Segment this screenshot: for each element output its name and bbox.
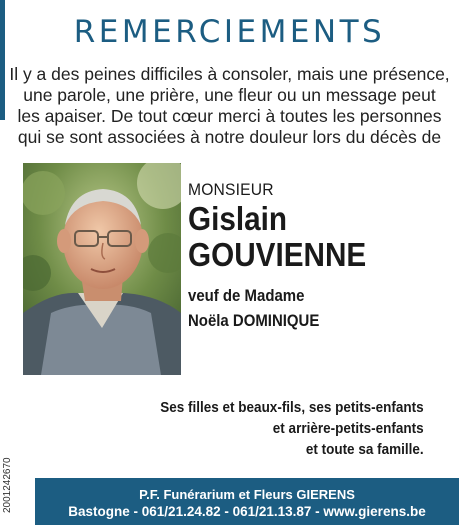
last-name: GOUVIENNE — [188, 236, 367, 273]
intro-text — [8, 64, 451, 148]
widow-line: veuf de Madame — [188, 286, 305, 305]
funeral-home-contact: Bastogne - 061/21.24.82 - 061/21.13.87 - www.gierens.be — [68, 504, 426, 519]
widow-line: Noëla DOMINIQUE — [188, 311, 320, 330]
intro-line: les apaiser. De tout cœur merci à toutes les personnes — [17, 106, 442, 126]
first-name: Gislain — [188, 200, 288, 237]
name-prefix: MONSIEUR — [188, 180, 274, 199]
widow-info — [188, 283, 421, 333]
intro-line: Il y a des peines difficiles à consoler, mais une présence, — [9, 64, 450, 84]
family-line: et toute sa famille. — [306, 441, 424, 458]
family-line: Ses filles et beaux-fils, ses petits-enfants — [160, 399, 424, 416]
family-line: et arrière-petits-enfants — [273, 420, 424, 437]
reference-number: 2001242670 — [2, 457, 13, 513]
intro-line: qui se sont associées à notre douleur lors du décès de — [17, 127, 442, 147]
footer-banner — [35, 478, 459, 525]
page-title: REMERCIEMENTS — [73, 14, 386, 50]
portrait-photo — [23, 163, 181, 375]
funeral-home-name: P.F. Funérarium et Fleurs GIERENS — [139, 487, 355, 502]
family-signature — [131, 397, 424, 460]
deceased-name-block — [188, 180, 453, 333]
intro-line: une parole, une prière, une fleur ou un message peut — [23, 85, 436, 105]
